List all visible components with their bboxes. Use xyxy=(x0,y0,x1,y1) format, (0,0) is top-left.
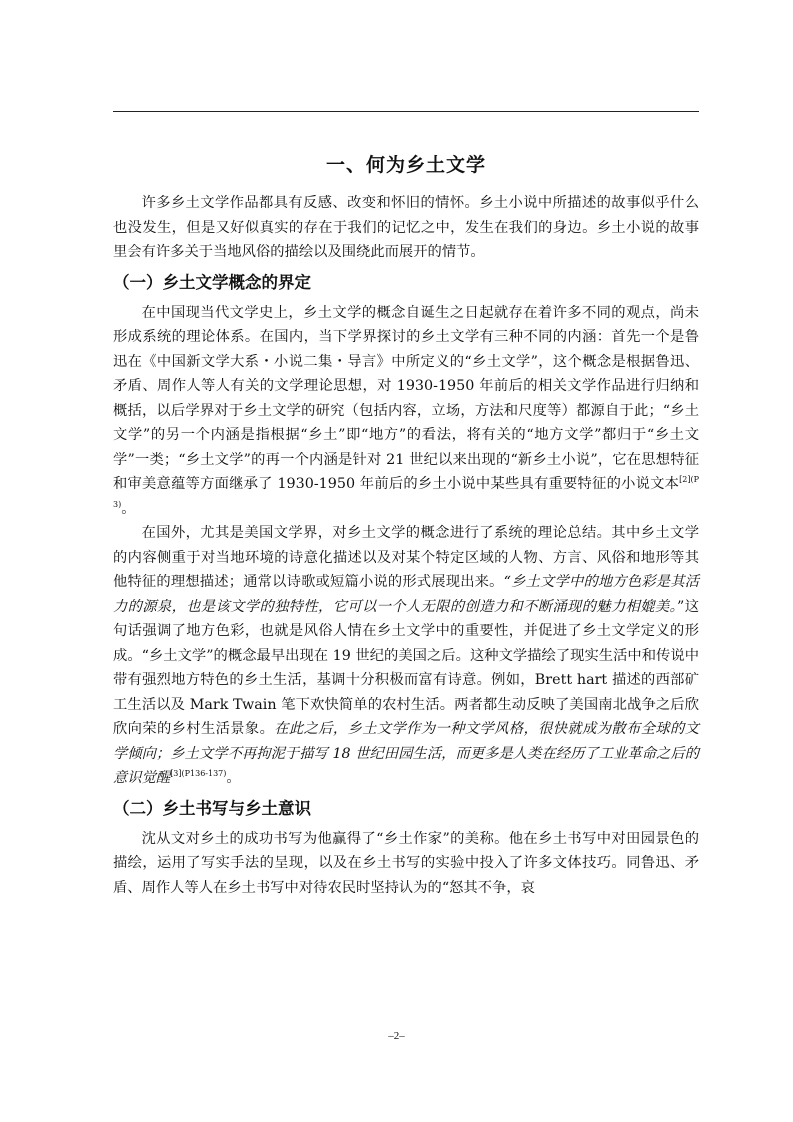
quote-text: “乡土文学中的地方色彩是其活力的源泉，也是该文学的独特性，它可以一个人无限的创造力和不断涌现的魅力相媲美。 xyxy=(113,574,700,615)
paragraph-text: 在国外，尤其是美国文学界，对乡土文学的概念进行了系统的理论总结。其中乡土文学的内容侧重于对当地环境的诗意化描述以及对某个特定区域的人物、方言、风俗和地形等其他特征的理想描述；通常以诗歌或短篇小说的形式展现出来。 xyxy=(113,525,699,590)
header-rule xyxy=(113,111,699,112)
subsection-title-2: （二）乡土书写与乡土意识 xyxy=(113,798,311,818)
page-number: –2– xyxy=(388,1030,405,1042)
section-title: 一、何为乡土文学 xyxy=(325,154,486,176)
paragraph-foreign-definition xyxy=(113,521,699,791)
intro-paragraph: 许多乡土文学作品都具有反感、改变和怀旧的情怀。乡土小说中所描述的故事似乎什么也没发生，但是又好似真实的存在于我们的记忆之中，发生在我们的身边。乡土小说的故事里会有许多关于当地风俗的描绘以及围绕此而展开的情节。 xyxy=(113,195,699,260)
paragraph-end: 。 xyxy=(226,770,241,786)
paragraph-end: 。 xyxy=(121,500,136,517)
document-body xyxy=(113,150,699,900)
italic-text: 在此之后，乡土文学作为一种文学风格，很快就成为散布全球的文学倾向；乡土文学不再拘泥于描写 18 世纪田园生活，而更多是人类在经历了工业革命之后的意识觉醒 xyxy=(113,721,699,786)
paragraph-text: ”这句话强调了地方色彩，也就是风俗人情在乡土文学中的重要性，并促进了乡土文学定义的形成。“乡土文学”的概念最早出现在 19 世纪的美国之后。这种文学描绘了现实生活中和传说中带有强烈地方特色的乡土生活，基调十分积极而富有诗意。例如，Brett hart 描述的西部矿工生活以及 Mark Twain 笔下欢快简单的农村生活。两者都生动反映了美国南北战争之后欣欣向荣的乡村生活景象。 xyxy=(113,598,699,737)
subsection-title-1: （一）乡土文学概念的界定 xyxy=(113,272,311,292)
paragraph-domestic-definition xyxy=(113,301,699,522)
citation: [2](P3) xyxy=(113,475,699,509)
paragraph-shen-congwen: 沈从文对乡土的成功书写为他赢得了“乡土作家”的美称。他在乡土书写中对田园景色的描绘，运用了写实手法的呈现，以及在乡土书写的实验中投入了许多文体技巧。同鲁迅、矛盾、周作人等人在乡土书写中对待农民时坚持认为的“怒其不争，哀 xyxy=(113,830,699,896)
citation: [3](P136-137) xyxy=(170,769,227,779)
paragraph-text: 在中国现当代文学史上，乡土文学的概念自诞生之日起就存在着许多不同的观点，尚未形成系统的理论体系。在国内，当下学界探讨的乡土文学有三种不同的内涵：首先一个是鲁迅在《中国新文学大系・小说二集・导言》中所定义的“乡土文学”，这个概念是根据鲁迅、矛盾、周作人等人有关的文学理论思想，对 1930-1950 年前后的相关文学作品进行归纳和概括，以后学界对于乡土文学的研究（包括内容，立场，方法和尺度等）都源自于此；“乡土文学”的另一个内涵是指根据“乡土”即“地方”的看法，将有关的“地方文学”都归于“乡土文学”一类；“乡土文学”的再一个内涵是针对 21 世纪以来出现的“新乡土小说”，它在思想特征和审美意蕴等方面继承了 1930-1950 年前后的乡土小说中某些具有重要特征的小说文本 xyxy=(113,304,699,492)
